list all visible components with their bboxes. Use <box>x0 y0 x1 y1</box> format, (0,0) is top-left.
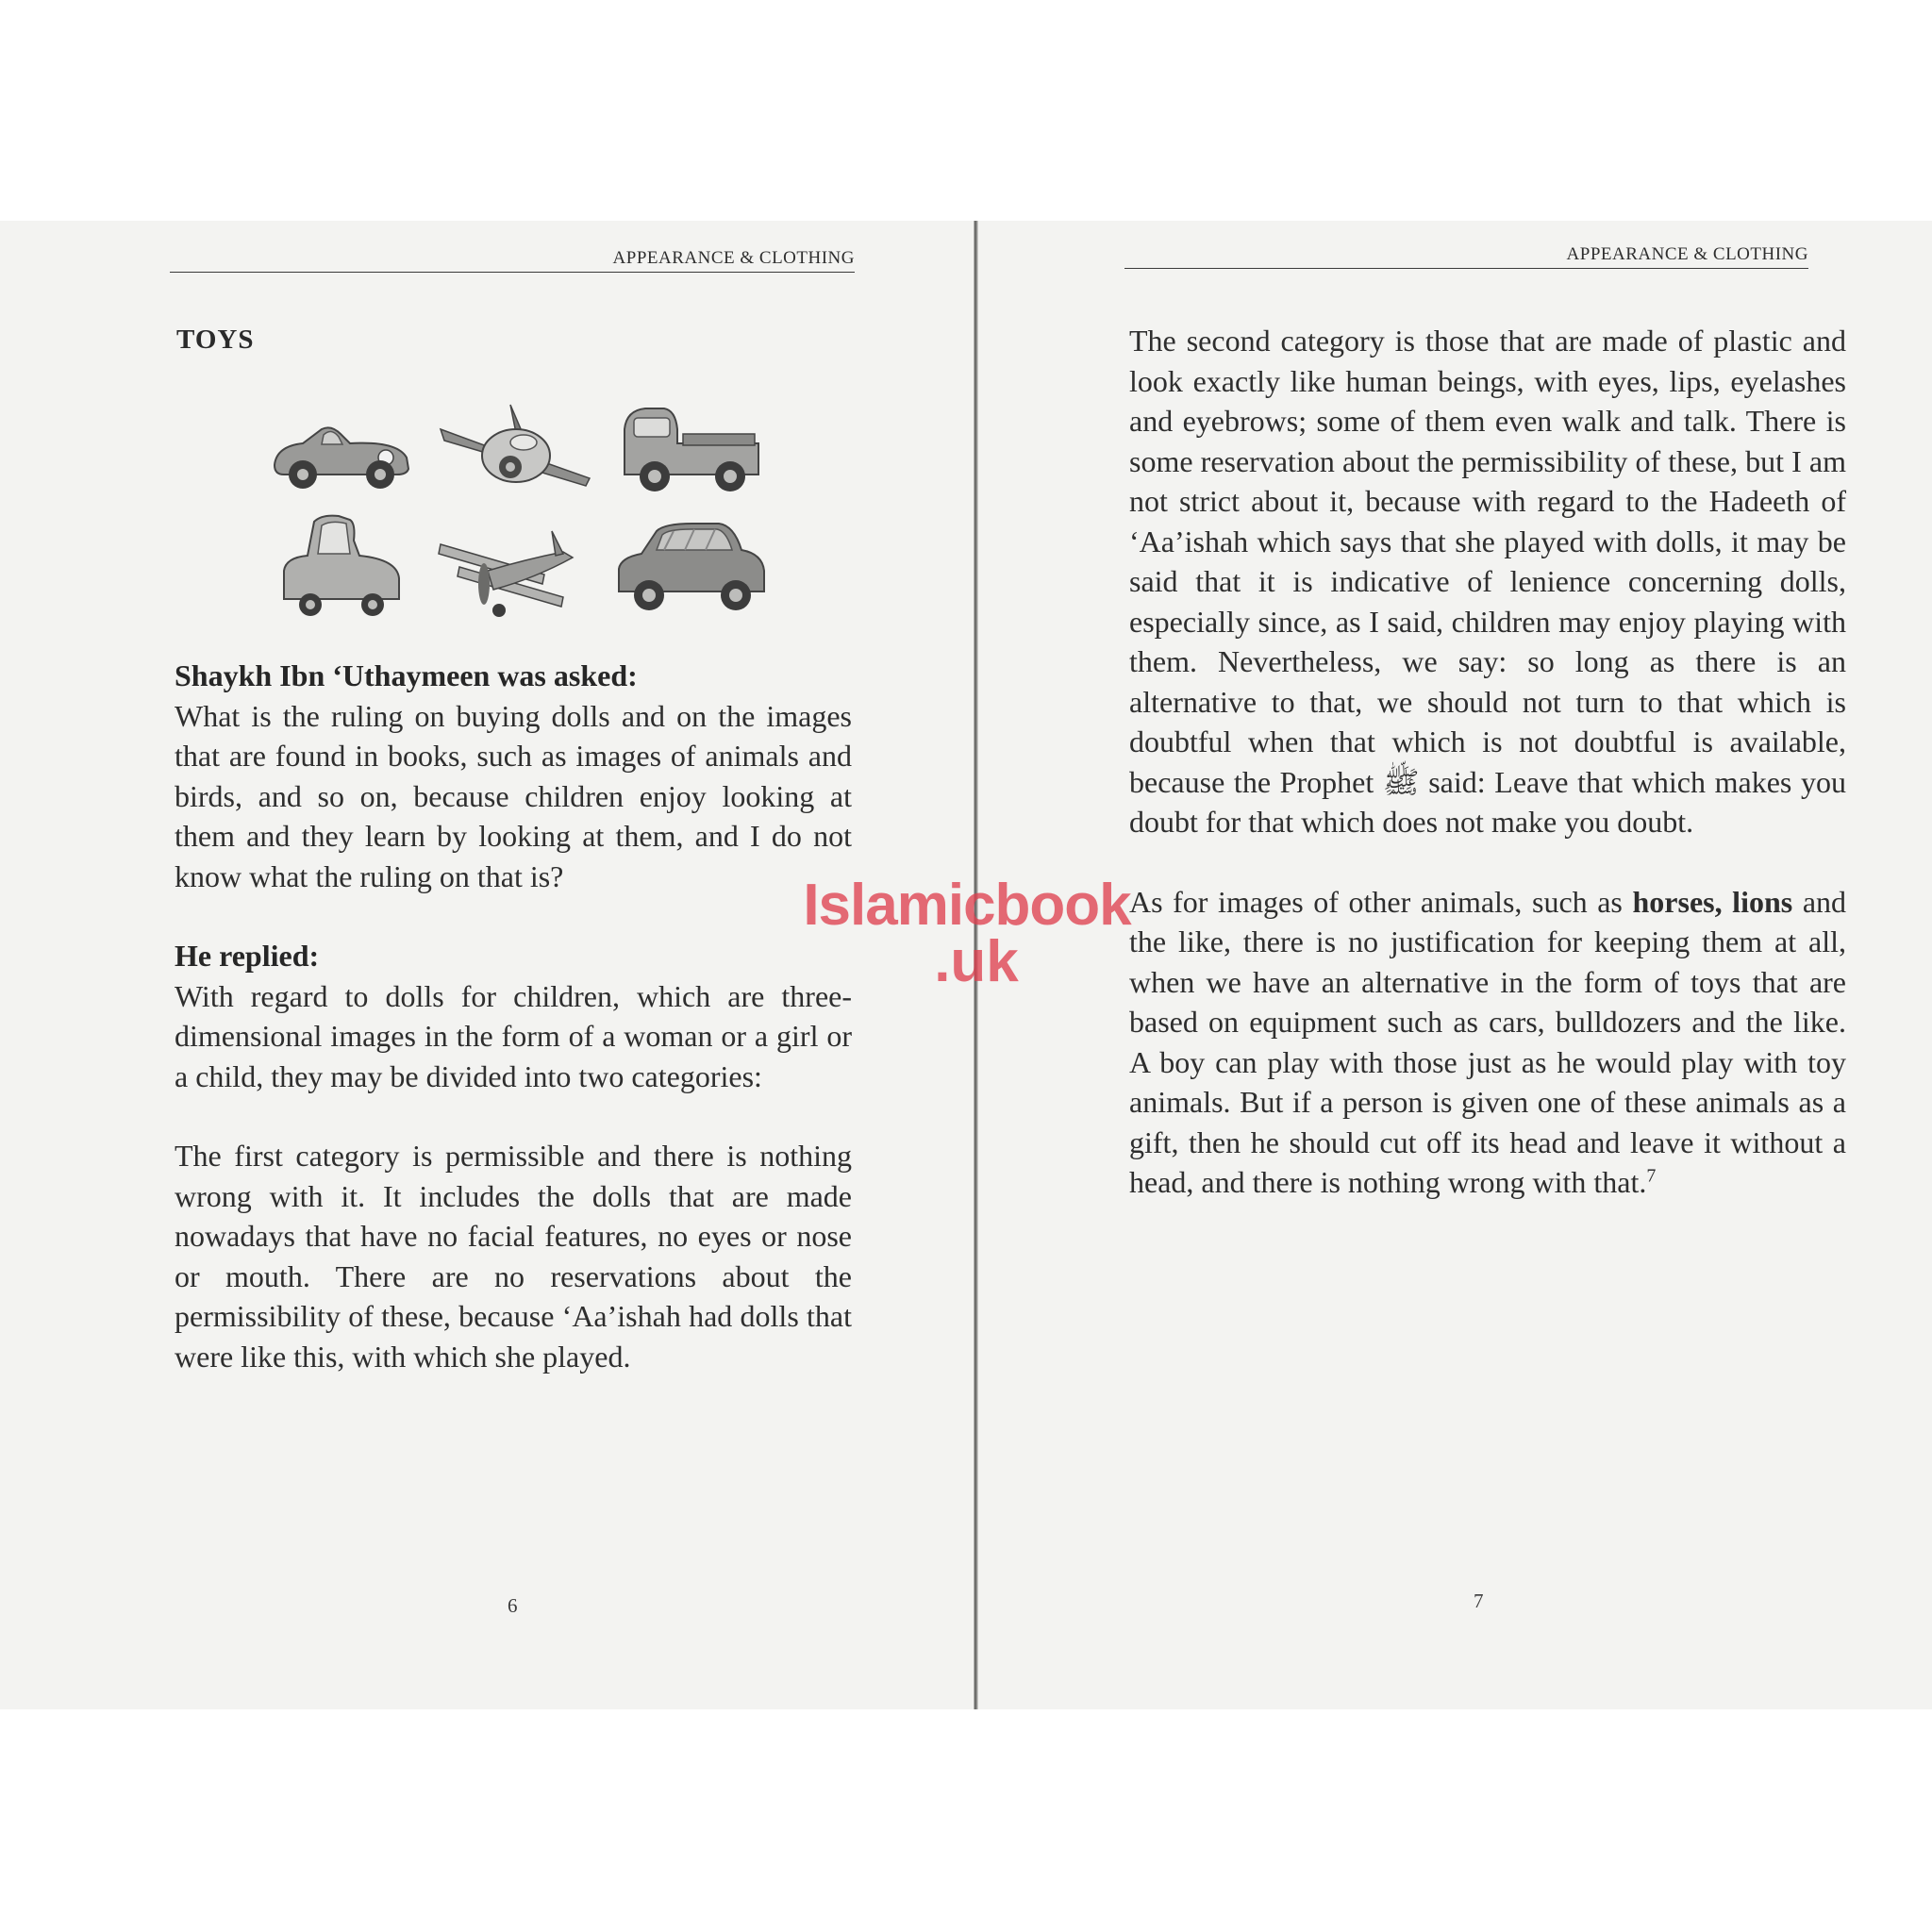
biplane-icon <box>431 511 598 626</box>
other-animals-paragraph <box>1129 882 1846 1203</box>
question-heading: Shaykh Ibn ‘Uthaymeen was asked: <box>175 658 638 692</box>
page-number: 6 <box>508 1594 518 1617</box>
section-title: TOYS <box>176 325 255 355</box>
question-paragraph: What is the ruling on buying dolls and on the images that are found in books, such as images of animals and birds, and so on, because children enjoy looking at them and they learn by looking at them, and I do not know what the ruling on that is? <box>175 698 852 893</box>
right-body-text <box>1129 321 1846 1203</box>
bold-animals: horses, lions <box>1632 884 1793 919</box>
toy-illustrations <box>255 391 774 626</box>
second-category-paragraph: The second category is those that are made of plastic and look exactly like human beings, with eyes, lips, eyelashes and eyebrows; some of them even walk and talk. There is some reservation about the permissibility of these, but I am not strict about it, because with regard to the Hadeeth of ‘Aa’ishah which says that she played with dolls, it may be said that it is indicative of lenience concerning dolls, especially since, as I said, children may enjoy playing with them. Nevertheless, we say: so long as there is an alternative to that, we should not turn to that which is doubtful when that which is not doubtful is available, because the Prophet ﷺ said: Leave that which makes you doubt for that which does not make you doubt. <box>1129 324 1846 839</box>
running-head: APPEARANCE & CLOTHING <box>1124 243 1808 269</box>
paragraph-text: As for images of other animals, such as <box>1129 884 1623 919</box>
watermark-line2: .uk <box>934 929 1019 994</box>
reply-heading: He replied: <box>175 939 320 973</box>
reply-paragraph: With regard to dolls for children, which are three-dimensional images in the form of a woman or a girl or a child, they may be divided into two categories: <box>175 978 852 1093</box>
page-number: 7 <box>1474 1590 1484 1612</box>
watermark-line1: Islamicbook <box>803 873 1131 938</box>
running-head: APPEARANCE & CLOTHING <box>170 247 855 273</box>
sedan-car-icon <box>607 511 774 626</box>
left-body-text <box>175 656 852 1376</box>
pickup-truck-icon <box>607 391 774 506</box>
watermark <box>792 873 1141 994</box>
toddler-car-icon <box>255 511 422 626</box>
footnote-marker: 7 <box>1646 1165 1657 1187</box>
airplane-icon <box>431 391 598 506</box>
paragraph-text: and the like, there is no justification for keeping them at all, when we have an alternative in the form of toys that are based on equipment such as cars, bulldozers and the like. A boy can play with those just as he would play with toy animals. But if a person is given one of these animals as a gift, then he should cut off its head and leave it without a head, and there is nothing wrong with that. <box>1129 884 1847 1199</box>
first-category-paragraph: The first category is permissible and there is nothing wrong with it. It includes the dolls that are made nowadays that have no facial features, no eyes or nose or mouth. There are no reservations about the permissibility of these, because ‘Aa’ishah had dolls that were like this, with which she played. <box>175 1139 852 1374</box>
race-car-icon <box>255 391 422 506</box>
